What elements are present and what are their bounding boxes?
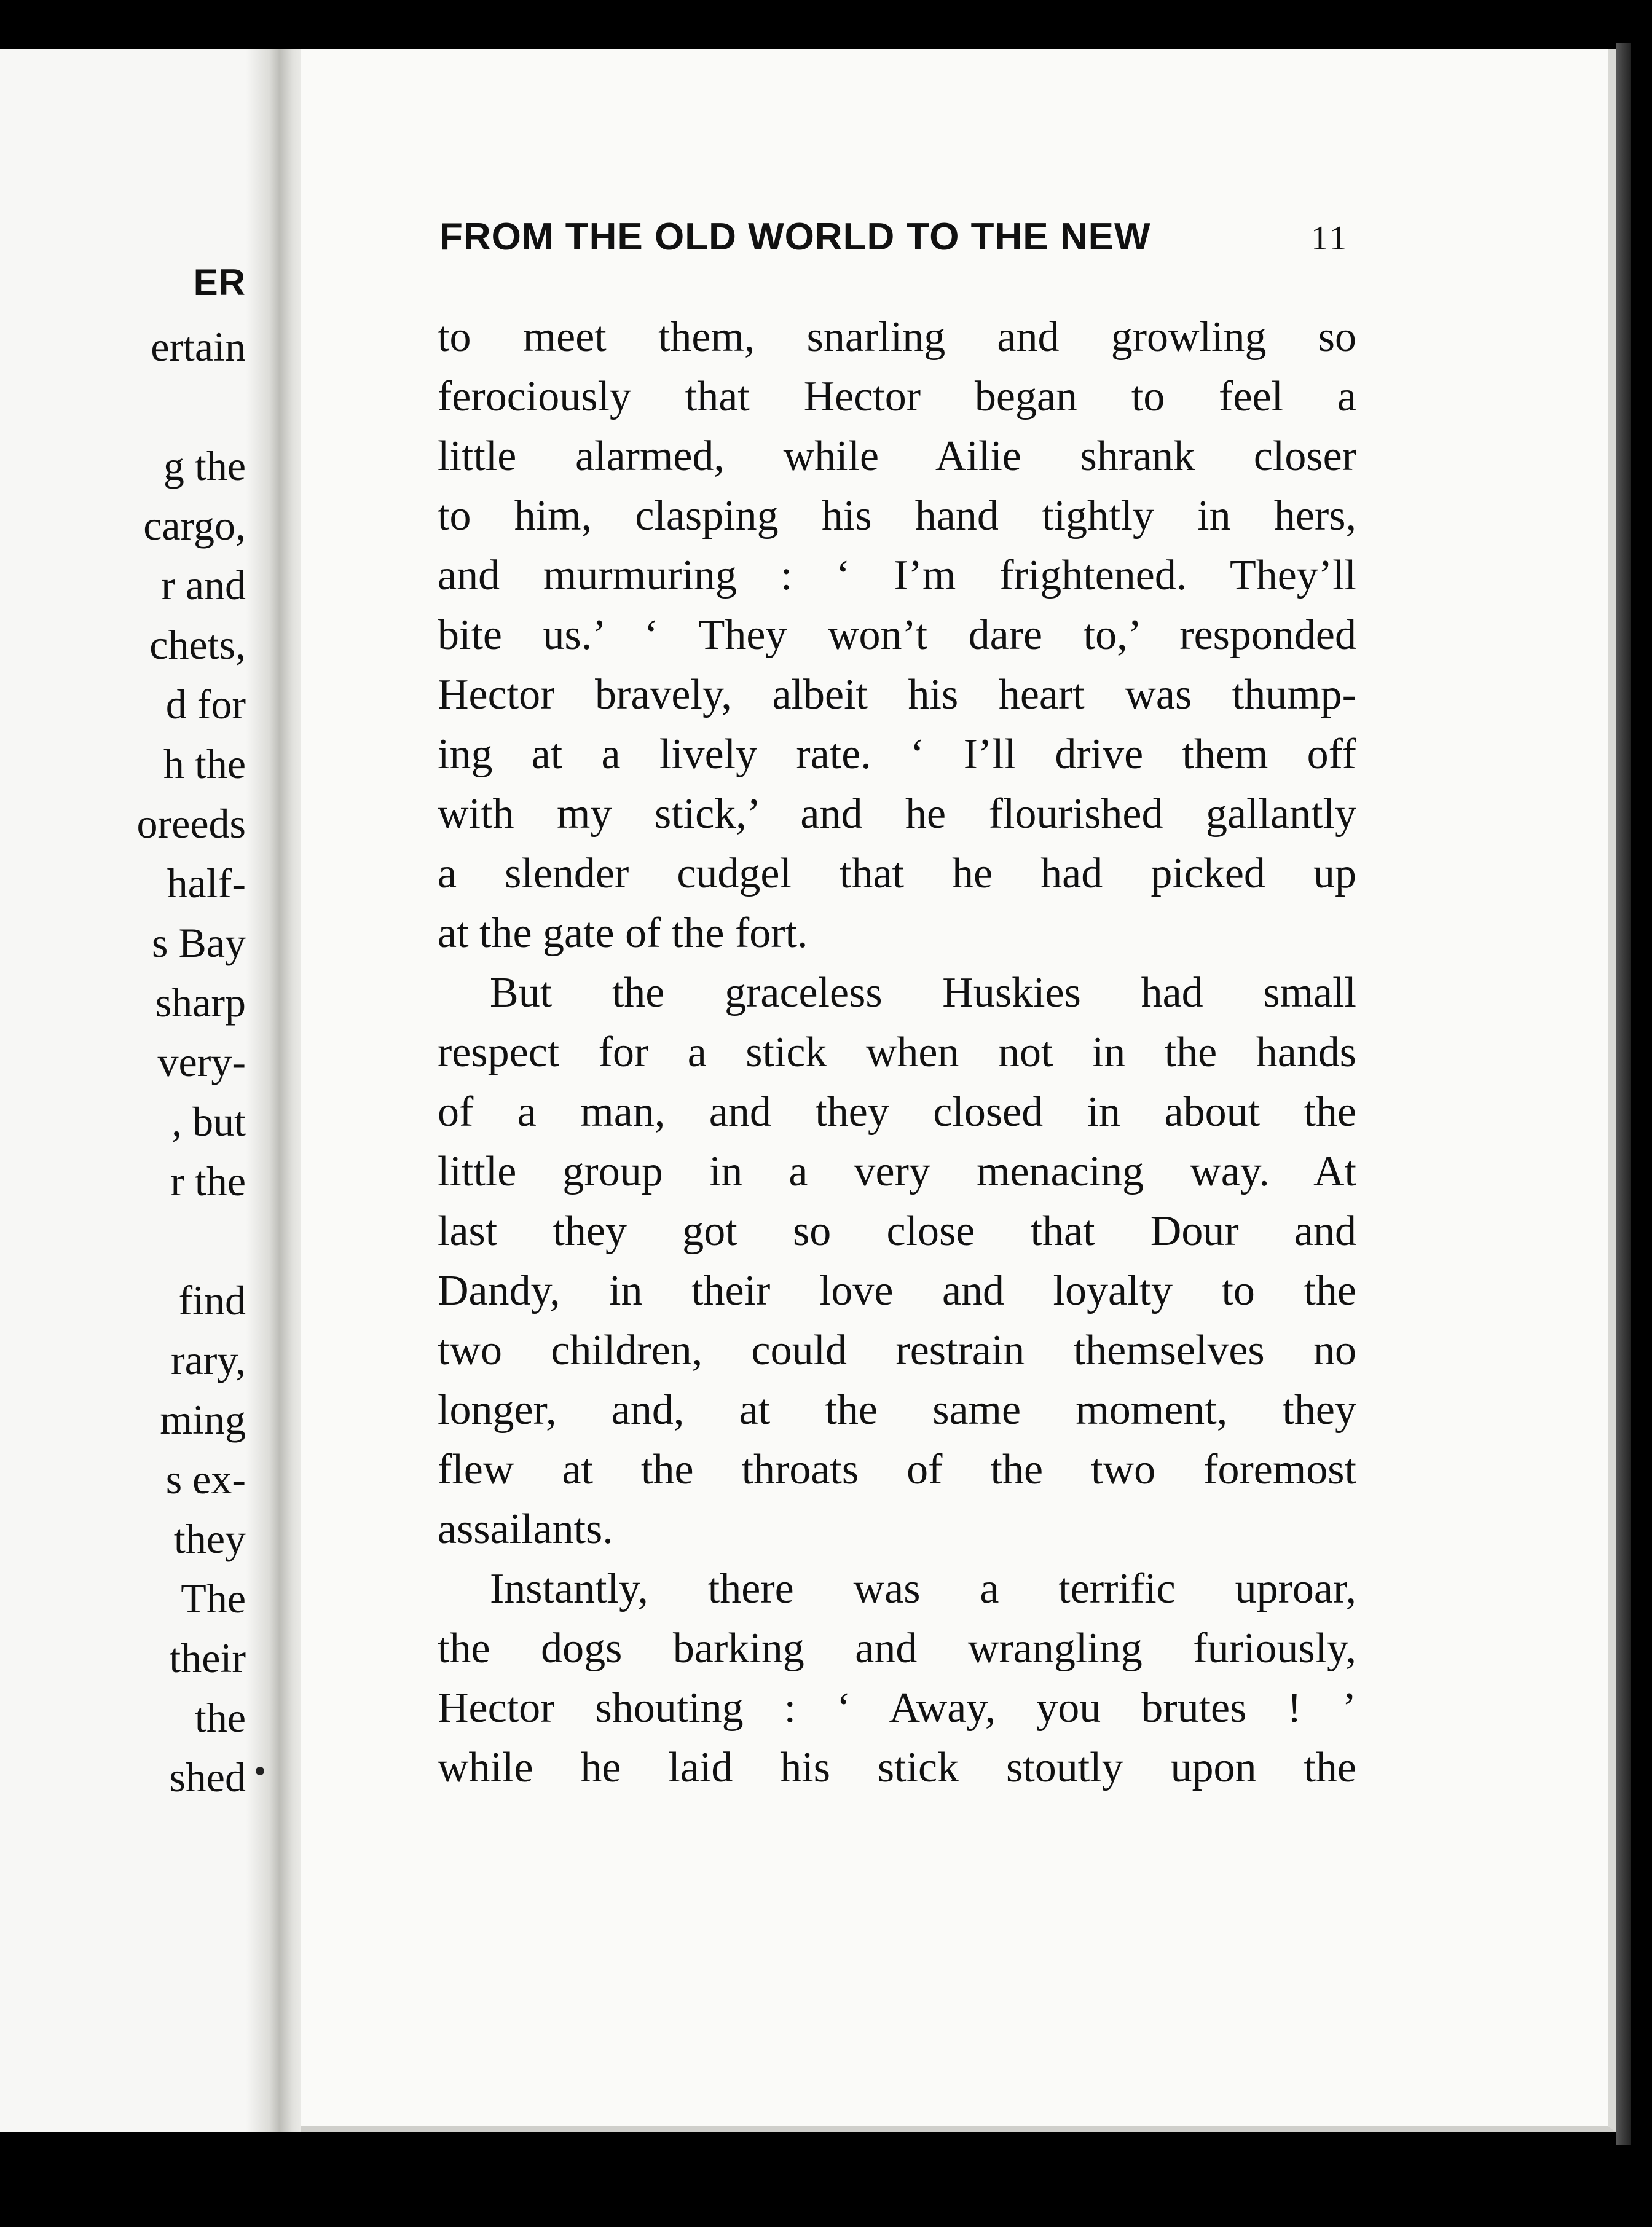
page-edge (1616, 43, 1631, 2145)
body-line: bite us.’ ‘ They won’t dare to,’ responded (438, 611, 1356, 659)
body-line: Hector shouting : ‘ Away, you brutes ! ’ (438, 1684, 1356, 1732)
body-line: little group in a very menacing way. At (438, 1148, 1356, 1195)
body-line: and murmuring : ‘ I’m frightened. They’ll (438, 552, 1356, 599)
body-line: Hector bravely, albeit his heart was thump- (438, 671, 1356, 718)
body-line: Dandy, in their love and loyalty to the (438, 1267, 1356, 1314)
body-line: ferociously that Hector began to feel a (438, 373, 1356, 420)
left-page-line: their (169, 1635, 246, 1681)
left-page-line: d for (165, 681, 246, 728)
body-line: last they got so close that Dour and (438, 1208, 1356, 1255)
left-page-line: r the (170, 1158, 246, 1204)
left-page-line: find (178, 1277, 246, 1324)
running-head-title: FROM THE OLD WORLD TO THE NEW (439, 216, 1151, 258)
body-line: to meet them, snarling and growling so (438, 313, 1356, 361)
left-page-line: chets, (149, 621, 246, 668)
body-line: ing at a lively rate. ‘ I’ll drive them off (438, 731, 1356, 778)
body-line: a slender cudgel that he had picked up (438, 850, 1356, 897)
body-line: flew at the throats of the two foremost (438, 1446, 1356, 1493)
left-page-line: ming (160, 1396, 246, 1443)
left-page-line: the (194, 1694, 246, 1741)
left-page-line: rary, (170, 1337, 246, 1383)
left-page-line: shed (169, 1754, 246, 1801)
body-line: assailants. (438, 1506, 613, 1553)
body-line: while he laid his stick stoutly upon the (438, 1744, 1356, 1791)
left-page-line: r and (161, 562, 246, 608)
left-page-line: they (173, 1515, 246, 1562)
body-line: But the graceless Huskies had small (490, 969, 1356, 1016)
left-page-line: h the (163, 740, 246, 787)
left-page-line: , but (171, 1098, 246, 1145)
left-page-line: oreeds (136, 800, 246, 847)
left-page-running-head: ER (193, 262, 246, 303)
left-page-line: half- (167, 860, 246, 906)
body-line: little alarmed, while Ailie shrank closer (438, 433, 1356, 480)
left-page-line: ertain (151, 323, 246, 370)
running-head (439, 215, 1349, 270)
body-line: longer, and, at the same moment, they (438, 1386, 1356, 1434)
body-line: respect for a stick when not in the hands (438, 1029, 1356, 1076)
left-page-line: very- (157, 1039, 246, 1085)
left-page-line: sharp (155, 979, 246, 1026)
body-line: the dogs barking and wrangling furiously, (438, 1625, 1356, 1672)
body-line: with my stick,’ and he flourished gallantly (438, 790, 1356, 838)
margin-speck (256, 1767, 264, 1775)
body-text (438, 307, 1356, 1797)
body-line: Instantly, there was a terrific uproar, (490, 1565, 1356, 1612)
body-line: of a man, and they closed in about the (438, 1088, 1356, 1136)
page-number: 11 (1311, 219, 1349, 257)
left-page-line: cargo, (143, 502, 246, 549)
left-page-line: g the (163, 442, 246, 489)
left-page-line: s ex- (165, 1456, 246, 1502)
left-page-line: s Bay (152, 919, 246, 966)
body-line: at the gate of the fort. (438, 909, 808, 957)
left-page-line: The (181, 1575, 246, 1622)
body-line: two children, could restrain themselves no (438, 1327, 1356, 1374)
body-line: to him, clasping his hand tightly in hers, (438, 492, 1356, 540)
